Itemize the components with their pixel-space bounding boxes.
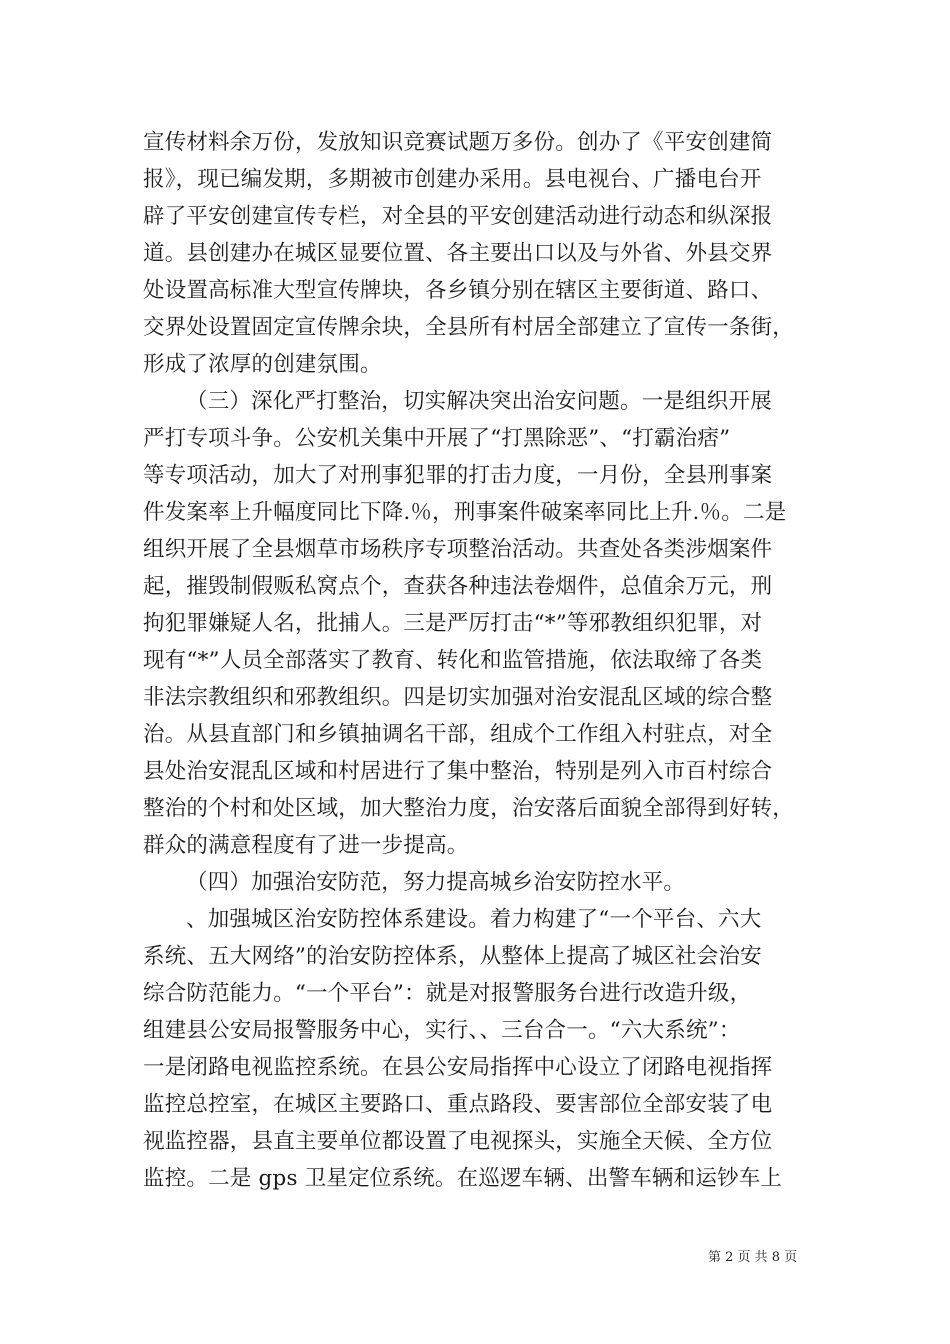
page-number: 第 2 页 共 8 页 bbox=[708, 1250, 798, 1265]
text-line: 报》，现已编发期，多期被市创建办采用。县电视台、广播电台开 bbox=[143, 167, 762, 192]
text-line: 严打专项斗争。公安机关集中开展了“打黑除恶”、“打霸治痞” bbox=[143, 426, 731, 451]
text-line: 等专项活动，加大了对刑事犯罪的打击力度，一月份，全县刑事案 bbox=[143, 463, 773, 488]
text-line: 整治的个村和处区域，加大整治力度，治安落后面貌全部得到好转， bbox=[143, 796, 795, 821]
section-heading-3: （三）深化严打整治，切实解决突出治安问题。一是组织开展 bbox=[186, 389, 772, 414]
text-line: 形成了浓厚的创建氛围。 bbox=[143, 352, 382, 377]
text-line: 一是闭路电视监控系统。在县公安局指挥中心设立了闭路电视指挥 bbox=[143, 1055, 773, 1080]
text-line: 现有“*”人员全部落实了教育、转化和监管措施，依法取缔了各类 bbox=[143, 648, 763, 673]
text-line: 系统、五大网络”的治安防控体系，从整体上提高了城区社会治安 bbox=[143, 944, 762, 969]
text-line: 治。从县直部门和乡镇抽调名干部，组成个工作组入村驻点，对全 bbox=[143, 722, 773, 747]
text-line: 处设置高标准大型宣传牌块，各乡镇分别在辖区主要街道、路口、 bbox=[143, 278, 773, 303]
text-line: 交界处设置固定宣传牌余块，全县所有村居全部建立了宣传一条街， bbox=[143, 315, 795, 340]
text-line: 县处治安混乱区域和村居进行了集中整治，特别是列入市百村综合 bbox=[143, 759, 773, 784]
text-line: 拘犯罪嫌疑人名，批捕人。三是严厉打击“*”等邪教组织犯罪，对 bbox=[143, 611, 763, 636]
text-line: 宣传材料余万份，发放知识竞赛试题万多份。创办了《平安创建简 bbox=[143, 130, 773, 155]
text-line: 件发案率上升幅度同比下降.％，刑事案件破案率同比上升.％。二是 bbox=[143, 500, 787, 525]
text-line: 组织开展了全县烟草市场秩序专项整治活动。共查处各类涉烟案件 bbox=[143, 537, 773, 562]
text-line: 非法宗教组织和邪教组织。四是切实加强对治安混乱区域的综合整 bbox=[143, 685, 773, 710]
text-line: 视监控器，县直主要单位都设置了电视探头，实施全天候、全方位 bbox=[143, 1129, 773, 1154]
text-line: 辟了平安创建宣传专栏，对全县的平安创建活动进行动态和纵深报 bbox=[143, 204, 773, 229]
text-line: 监控总控室，在城区主要路口、重点路段、要害部位全部安装了电 bbox=[143, 1092, 773, 1117]
text-line: 、加强城区治安防控体系建设。着力构建了“一个平台、六大 bbox=[186, 907, 762, 932]
text-line: 群众的满意程度有了进一步提高。 bbox=[143, 833, 469, 858]
text-line: 起，摧毁制假贩私窝点个，查获各种违法卷烟件，总值余万元，刑 bbox=[143, 574, 773, 599]
text-line: 道。县创建办在城区显要位置、各主要出口以及与外省、外县交界 bbox=[143, 241, 773, 266]
text-line: 监控。二是 gps 卫星定位系统。在巡逻车辆、出警车辆和运钞车上 bbox=[143, 1166, 783, 1191]
text-line: 综合防范能力。“一个平台”：就是对报警服务台进行改造升级， bbox=[143, 981, 752, 1006]
section-heading-4: （四）加强治安防范，努力提高城乡治安防控水平。 bbox=[186, 870, 686, 895]
text-line: 组建县公安局报警服务中心，实行、、三台合一。“六大系统”： bbox=[143, 1018, 741, 1043]
